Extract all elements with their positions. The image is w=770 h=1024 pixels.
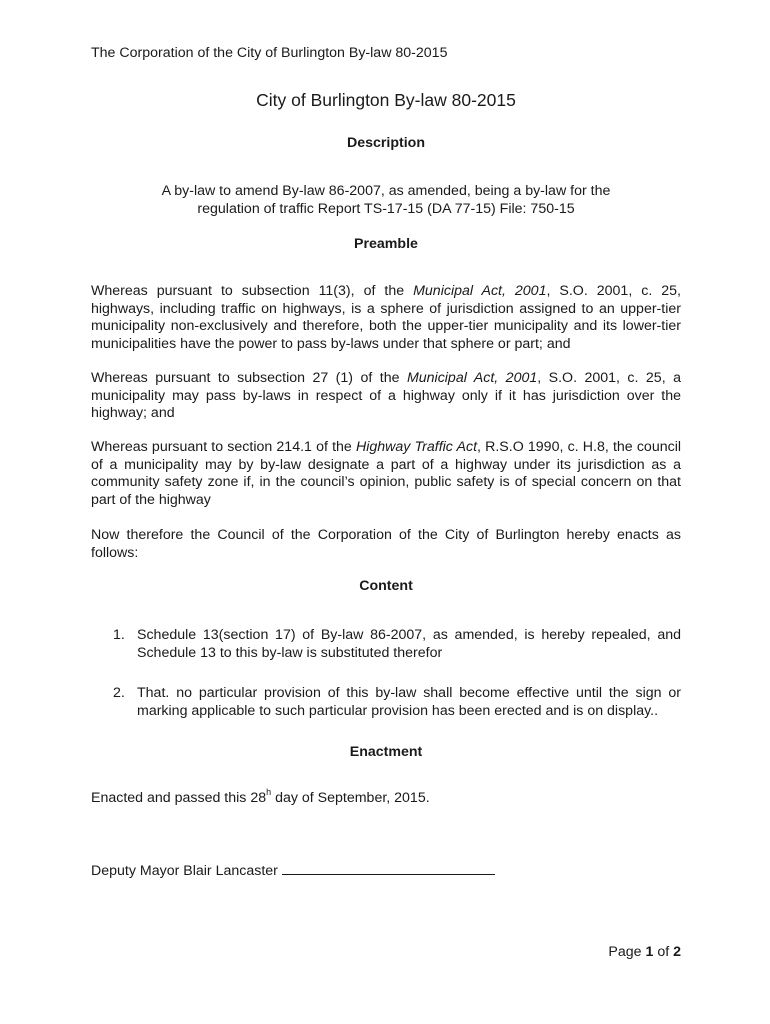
list-item-text: That. no particular provision of this by-law shall become effective until the sign or marking applicable to such particular provision has been erected and is on display.. [137,685,681,719]
enactment-heading: Enactment [349,744,423,760]
preamble-paragraph-2: Whereas pursuant to subsection 27 (1) of the Municipal Act, 2001, S.O. 2001, c. 25, a municipality may pass by-laws in respect of a highway only if it has jurisdiction over the highway; and [91,370,681,421]
list-item [113,685,681,720]
description-heading: Description [346,135,426,151]
list-item-number: 1. [113,627,125,643]
act-name-italic: Municipal Act, 2001 [413,283,547,299]
signatory-label: Deputy Mayor Blair Lancaster [91,863,278,879]
list-item-number: 2. [113,685,125,701]
act-name-italic: Highway Traffic Act [355,439,478,455]
description-line-1: A by-law to amend By-law 86-2007, as amended, being a by-law for the [161,183,611,199]
content-heading: Content [359,578,413,594]
document-title: City of Burlington By-law 80-2015 [256,90,516,110]
enacting-clause: Now therefore the Council of the Corporation of the City of Burlington hereby enacts as follows: [91,527,681,561]
list-item [113,627,681,662]
current-page: 1 [645,944,654,960]
document-page [91,0,681,1024]
running-header: The Corporation of the City of Burlington By-law 80-2015 [91,45,448,61]
enactment-statement: Enacted and passed this 28$^h$ day of September, 2015. [91,787,430,806]
preamble-heading: Preamble [354,236,418,252]
signature-line [91,860,495,881]
preamble-paragraph-3: Whereas pursuant to section 214.1 of the Highway Traffic Act, R.S.O 1990, c. H.8, the council of a municipality may by by-law designate a part of a highway under its jurisdiction as a community safety zone if, in the council’s opinion, public safety is of special concern on that part of the highway [91,439,681,508]
signature-blank [282,860,495,875]
preamble-paragraph-1: Whereas pursuant to subsection 11(3), of the Municipal Act, 2001, S.O. 2001, c. 25, highways, including traffic on highways, is a sphere of jurisdiction assigned to an upper-tier municipality non-exclusively and therefore, both the upper-tier municipality and its lower-tier municipalities have the power to pass by-laws under that sphere or part; and [91,283,681,352]
list-item-text: Schedule 13(section 17) of By-law 86-2007, as amended, is hereby repealed, and Schedule 13 to this by-law is substituted therefor [137,627,681,661]
page-number: Page 1 of 2 [608,944,681,960]
description-line-2: regulation of traffic Report TS-17-15 (DA 77-15) File: 750-15 [197,201,575,217]
act-name-italic: Municipal Act, 2001 [406,370,538,386]
ordinal-superscript: h [266,787,272,797]
total-pages: 2 [673,944,681,960]
